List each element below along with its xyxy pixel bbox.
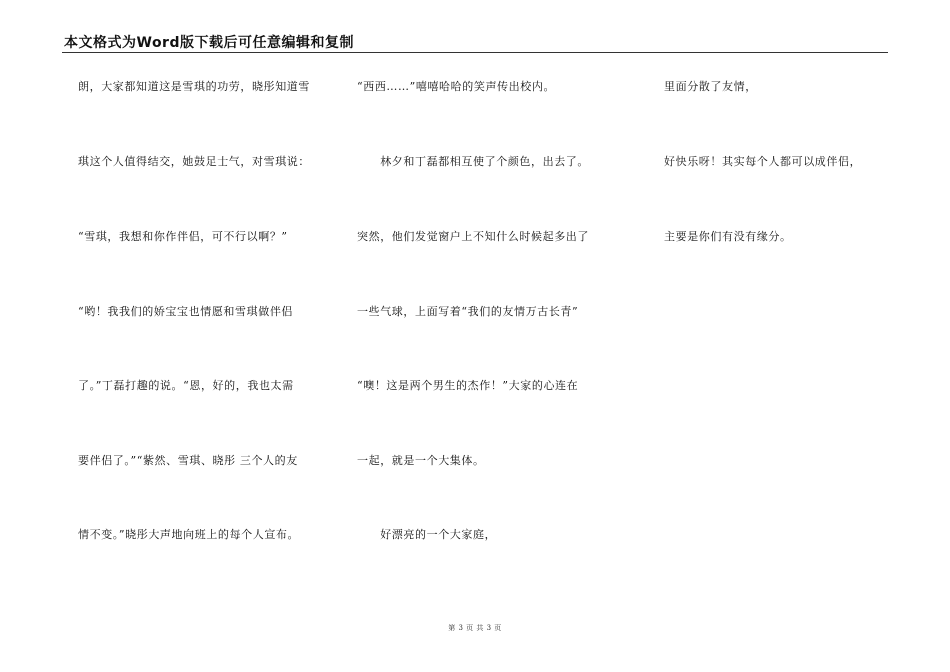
document-header-title: 本文格式为Word版下载后可任意编辑和复制: [64, 35, 354, 51]
text-line: 要伴侣了。”“紫然、雪琪、晓彤 三个人的友: [78, 454, 298, 467]
text-line: 情不变。”晓彤大声地向班上的每个人宣布。: [78, 528, 300, 541]
text-line: 好快乐呀！其实每个人都可以成伴侣，: [664, 155, 862, 168]
text-line: 一起，就是一个大集体。: [357, 454, 485, 467]
text-line: “哟！我我们的娇宝宝也情愿和雪琪做伴侣: [78, 305, 294, 318]
text-line: 琪这个人值得结交，她鼓足士气，对雪琪说：: [78, 155, 310, 168]
text-line: 一些气球，上面写着“我们的友情万古长青”: [357, 305, 579, 318]
text-line: 好漂亮的一个大家庭，: [357, 528, 497, 541]
text-line: 林夕和丁磊都相互使了个颜色，出去了。: [357, 155, 589, 168]
text-line: 突然，他们发觉窗户上不知什么时候起多出了: [357, 230, 589, 243]
text-line: “雪琪，我想和你作伴侣，可不行以啊？”: [78, 230, 288, 243]
text-line: “噢！这是两个男生的杰作！”大家的心连在: [357, 379, 579, 392]
text-line: 朗，大家都知道这是雪琪的功劳，晓彤知道雪: [78, 80, 310, 93]
text-line: 了。”丁磊打趣的说。“恩，好的，我也太需: [78, 379, 294, 392]
text-line: 主要是你们有没有缘分。: [664, 230, 792, 243]
page-number-footer: 第 3 页 共 3 页: [448, 624, 502, 632]
text-line: 里面分散了友情，: [664, 80, 757, 93]
text-line: “西西……”嘻嘻哈哈的笑声传出校内。: [357, 80, 556, 93]
header-divider: [62, 52, 888, 53]
